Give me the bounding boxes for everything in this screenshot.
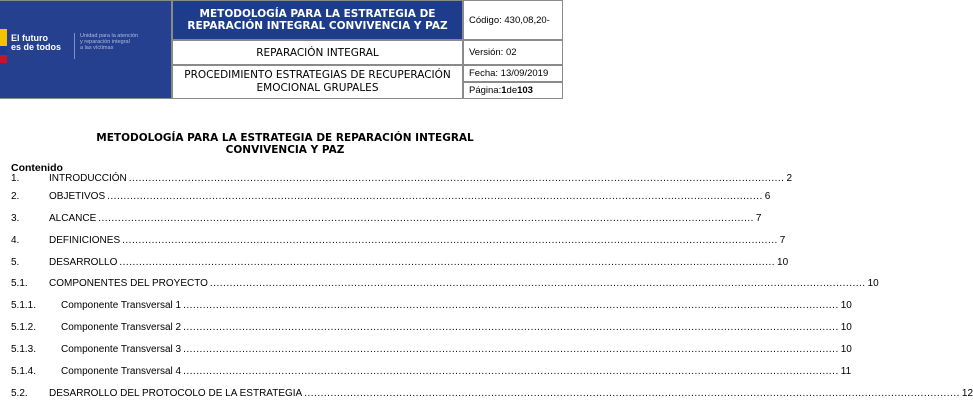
brand-text: El futuro es de todos [11, 33, 62, 52]
toc-dot-leader: ........................................................................................................................................................................................................ [122, 235, 778, 246]
toc-entry[interactable] [11, 387, 973, 401]
toc-entry[interactable] [11, 365, 852, 379]
header-title: METODOLOGÍA PARA LA ESTRATEGIA DE REPARACIÓN INTEGRAL CONVIVENCIA Y PAZ [172, 0, 463, 40]
toc-entry[interactable] [11, 299, 852, 313]
toc-entry-number: 5.1.2. [11, 322, 37, 333]
header-pagina: Página: 1 de 103 [463, 82, 563, 99]
unit-text: Unidad para la atención y reparación integral a las víctimas [80, 33, 139, 51]
toc-entry-label: Componente Transversal 3 [61, 344, 182, 355]
toc-dot-leader: ........................................................................................................................................................................................................ [304, 388, 960, 399]
toc-entry-label: COMPONENTES DEL PROYECTO [49, 278, 208, 289]
toc-dot-leader: ........................................................................................................................................................................................................ [183, 322, 839, 333]
toc-entry[interactable] [11, 190, 771, 204]
toc-entry-label: OBJETIVOS [49, 191, 106, 202]
toc-entry-page: 12 [961, 388, 973, 399]
toc-entry-page: 10 [840, 344, 852, 355]
toc-dot-leader: ........................................................................................................................................................................................................ [183, 300, 839, 311]
colombia-flag-icon [0, 29, 7, 63]
logo [0, 29, 169, 65]
toc-entry[interactable] [11, 256, 789, 270]
header-fecha: Fecha: 13/09/2019 [463, 65, 563, 82]
toc-entry-number: 5.1. [11, 278, 28, 289]
logo-cell [0, 0, 172, 99]
toc-dot-leader: ........................................................................................................................................................................................................ [107, 191, 763, 202]
toc-entry[interactable] [11, 172, 793, 186]
toc-entry-page: 2 [786, 173, 793, 184]
toc-entry-label: Componente Transversal 1 [61, 300, 182, 311]
toc-dot-leader: ........................................................................................................................................................................................................ [209, 278, 866, 289]
toc-entry-page: 10 [840, 300, 852, 311]
header-version: Versión: 02 [463, 40, 563, 65]
toc-entry[interactable] [11, 212, 762, 226]
toc-dot-leader: ........................................................................................................................................................................................................ [128, 173, 785, 184]
toc-dot-leader: ........................................................................................................................................................................................................ [183, 344, 839, 355]
header-procedure: PROCEDIMIENTO ESTRATEGIAS DE RECUPERACIÓN EMOCIONAL GRUPALES [172, 65, 463, 99]
toc-dot-leader: ........................................................................................................................................................................................................ [98, 213, 754, 224]
contents-heading: Contenido [11, 162, 63, 174]
toc-entry-number: 5.1.4. [11, 366, 37, 377]
toc-entry[interactable] [11, 277, 879, 291]
toc-entry-label: Componente Transversal 2 [61, 322, 182, 333]
toc-entry-number: 5.1.3. [11, 344, 37, 355]
toc-dot-leader: ........................................................................................................................................................................................................ [183, 366, 839, 377]
header-subtitle: REPARACIÓN INTEGRAL [172, 40, 463, 65]
toc-entry-page: 10 [777, 257, 789, 268]
toc-entry-page: 10 [840, 322, 852, 333]
toc-entry-number: 2. [11, 191, 20, 202]
toc-entry-number: 1. [11, 173, 20, 184]
toc-entry-page: 6 [764, 191, 771, 202]
document-title: METODOLOGÍA PARA LA ESTRATEGIA DE REPARACIÓN INTEGRAL CONVIVENCIA Y PAZ [96, 132, 474, 156]
toc-entry-number: 5.1.1. [11, 300, 37, 311]
toc-entry-label: Componente Transversal 4 [61, 366, 182, 377]
toc-entry-page: 7 [779, 235, 786, 246]
toc-entry[interactable] [11, 234, 786, 248]
document-header [0, 0, 560, 99]
toc-entry-number: 5. [11, 257, 20, 268]
toc-entry-number: 4. [11, 235, 20, 246]
toc-entry-label: ALCANCE [49, 213, 97, 224]
toc-dot-leader: ........................................................................................................................................................................................................ [119, 257, 776, 268]
toc-entry-page: 7 [755, 213, 762, 224]
toc-entry[interactable] [11, 343, 852, 357]
toc-entry-label: DEFINICIONES [49, 235, 121, 246]
toc-entry[interactable] [11, 321, 852, 335]
toc-entry-page: 11 [840, 366, 852, 377]
toc-entry-label: DESARROLLO [49, 257, 118, 268]
toc-entry-page: 10 [867, 278, 879, 289]
toc-entry-label: INTRODUCCIÓN [49, 173, 127, 184]
toc-entry-label: DESARROLLO DEL PROTOCOLO DE LA ESTRATEGIA [49, 388, 303, 399]
toc-entry-number: 5.2. [11, 388, 28, 399]
header-codigo: Código: 430,08,20- [463, 0, 563, 40]
toc-entry-number: 3. [11, 213, 20, 224]
logo-divider [74, 33, 75, 59]
